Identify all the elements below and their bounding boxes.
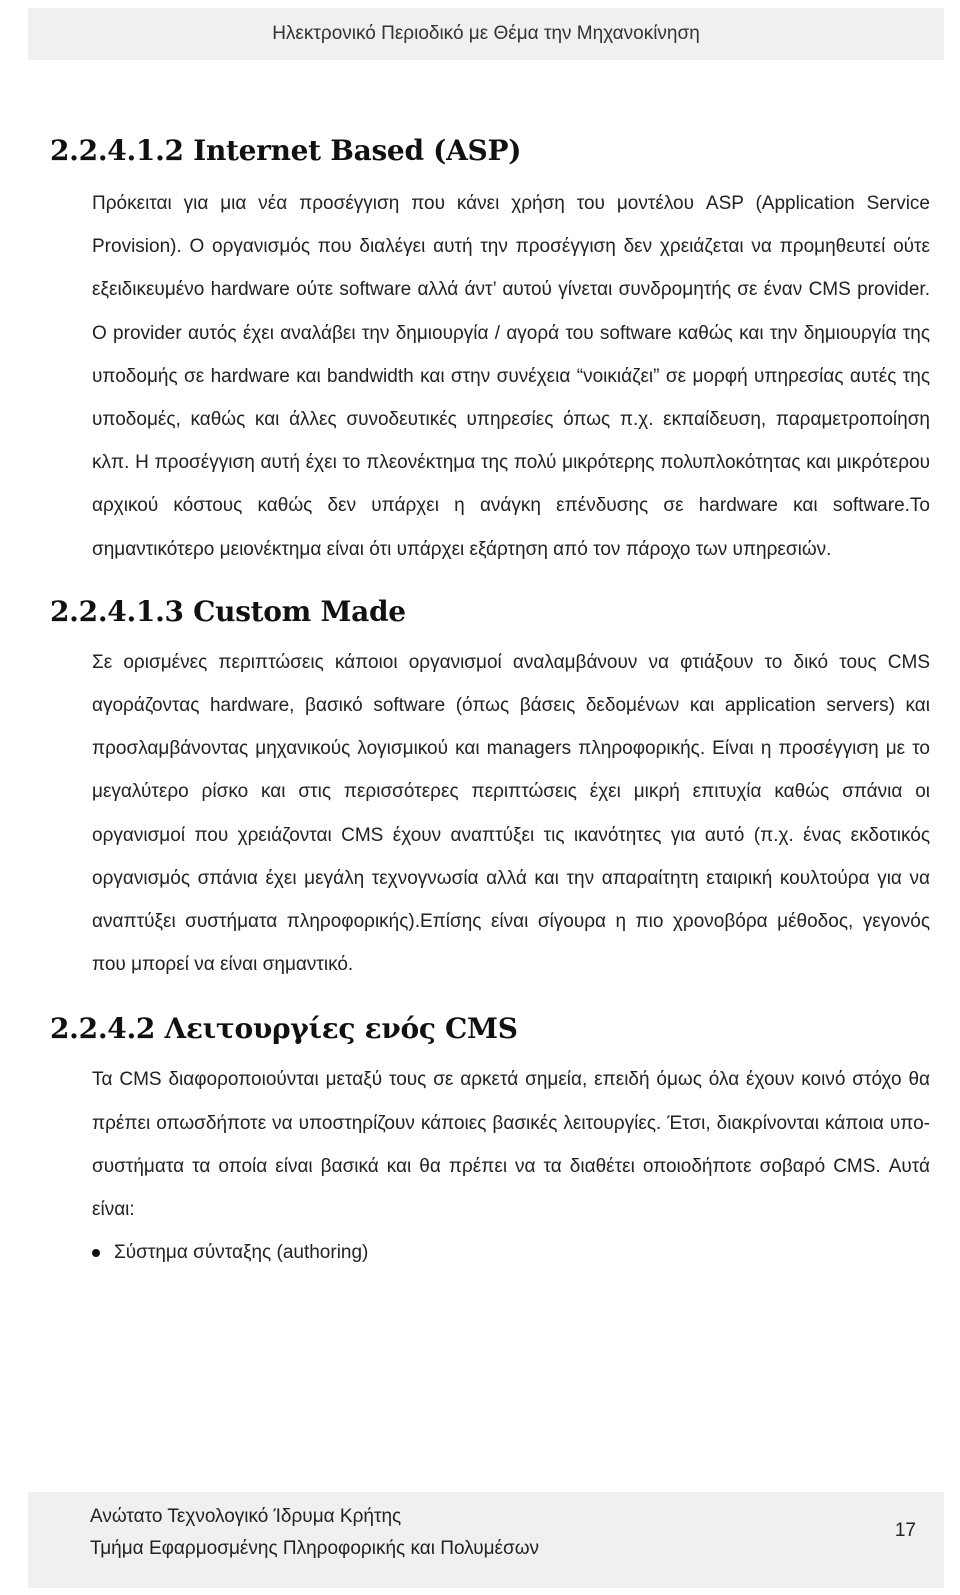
section-heading: 2.2.4.2 Λειτουργίες ενός CMS xyxy=(50,1012,518,1046)
list-item xyxy=(92,1231,930,1274)
section-paragraph: Σε ορισμένες περιπτώσεις κάποιοι οργανισμοί αναλαμβάνουν να φτιάξουν το δικό τους CMS αγοράζοντας hardware, βασικό software (όπως βάσεις δεδομένων και application servers) και προσλαμβάνοντας μηχανικούς λογισμικού και managers πληροφορικής. Είναι η προσέγγιση με το μεγαλύτερο ρίσκο και στις περισσότερες περιπτώσεις έχει μικρή επιτυχία καθώς σπάνια οι οργανισμοί που χρειάζονται CMS έχουν αναπτύξει τις ικανότητες για αυτό (π.χ. ένας εκδοτικός οργανισμός σπάνια έχει μεγάλη τεχνογνωσία αλλά και την απαραίτητη εταιρική κουλτούρα για να αναπτύξει συστήματα πληροφορικής).Επίσης είναι σίγουρα η πιο χρονοβόρα μέθοδος, γεγονός που μπορεί να είναι σημαντικό. xyxy=(92,651,930,976)
page-footer xyxy=(28,1492,944,1588)
section-paragraph: Τα CMS διαφοροποιούνται μεταξύ τους σε αρκετά σημεία, επειδή όμως όλα έχουν κοινό στόχο θα πρέπει οπωσδήποτε να υποστηρίζουν κάποιες βασικές λειτουργίες. Έτσι, διακρίνονται κάποια υπο-συστήματα τα οποία είναι βασικά και θα πρέπει να τα διαθέτει οποιοδήποτε σοβαρό CMS. Αυτά είναι: xyxy=(92,1069,930,1221)
section-heading: 2.2.4.1.3 Custom Made xyxy=(50,594,406,628)
section-paragraph: Πρόκειται για μια νέα προσέγγιση που κάνει χρήση του μοντέλου ASP (Application Service Provision). Ο οργανισμός που διαλέγει αυτή την προσέγγιση δεν χρειάζεται να προμηθευτεί ούτε εξειδικευμένο hardware ούτε software αλλά άντ’ αυτού γίνεται συνδρομητής σε έναν CMS provider. Ο provider αυτός έχει αναλάβει την δημιουργία / αγορά του software καθώς και την δημιουργία της υποδομής σε hardware και bandwidth και στην συνέχεια “νοικιάζει” σε μορφή υπηρεσίας αυτές της υποδομές, καθώς και άλλες συνοδευτικές υπηρεσίες όπως π.χ. εκπαίδευση, παραμετροποίηση κλπ. Η προσέγγιση αυτή έχει το πλεονέκτημα της πολύ μικρότερης πολυπλοκότητας και μικρότερου αρχικού κόστους καθώς δεν υπάρχει η ανάγκη επένδυσης σε hardware και software.Το σημαντικότερο μειονέκτημα είναι ότι υπάρχει εξάρτηση από τον πάροχο των υπηρεσιών. xyxy=(92,193,930,560)
page-number: 17 xyxy=(894,1520,916,1541)
list-item-text: Σύστημα σύνταξης (authoring) xyxy=(114,1242,369,1264)
page-content xyxy=(50,122,930,1274)
journal-title: Ηλεκτρονικό Περιοδικό με Θέμα την Μηχανοκίνηση xyxy=(272,23,700,44)
institution-name: Ανώτατο Τεχνολογικό Ίδρυμα Κρήτης xyxy=(90,1506,402,1527)
section-internet-based xyxy=(50,122,930,571)
page-header xyxy=(28,8,944,60)
department-name: Τμήμα Εφαρμοσμένης Πληροφορικής και Πολυμέσων xyxy=(90,1538,540,1559)
section-cms-functions xyxy=(50,1000,930,1274)
section-custom-made xyxy=(50,583,930,987)
section-heading: 2.2.4.1.2 Internet Based (ASP) xyxy=(50,134,522,167)
bullet-list xyxy=(92,1231,930,1274)
bullet-icon xyxy=(92,1249,100,1257)
